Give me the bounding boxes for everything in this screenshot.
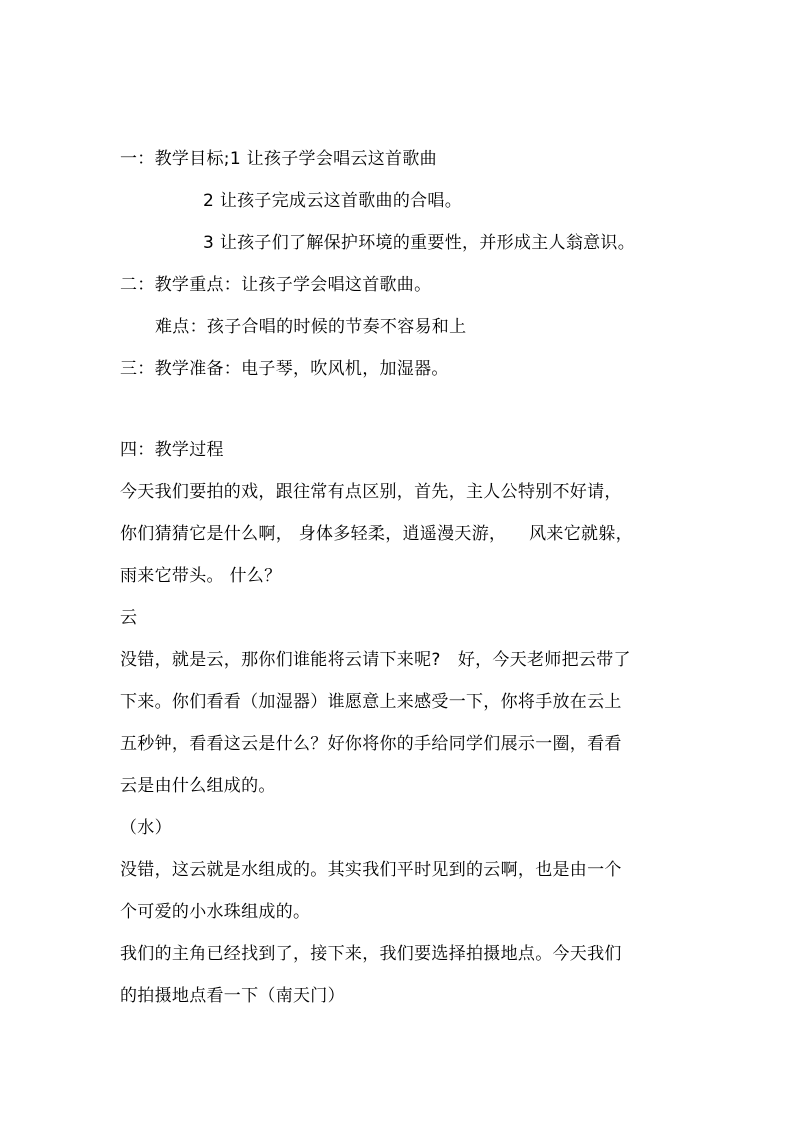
paragraph-line: 雨来它带头。 什么？ [120, 566, 282, 586]
paragraph-line: 没错，这云就是水组成的。其实我们平时见到的云啊，也是由一个 [120, 860, 622, 880]
paragraph-line: 你们猜猜它是什么啊， 身体多轻柔，逍遥漫天游， 风来它就躲， [120, 524, 633, 544]
paragraph-line: 今天我们要拍的戏，跟往常有点区别，首先，主人公特别不好请， [120, 482, 622, 502]
objective-line-1: 一：教学目标;1 让孩子学会唱云这首歌曲 [120, 149, 437, 169]
paragraph-line: 云是由什么组成的。 [120, 776, 276, 796]
preparation-line: 三：教学准备：电子琴，吹风机，加湿器。 [120, 359, 449, 379]
paragraph-line: 五秒钟，看看这云是什么？好你将你的手给同学们展示一圈，看看 [120, 734, 622, 754]
difficulty-line: 难点：孩子合唱的时候的节奏不容易和上 [155, 317, 467, 337]
answer-line: 云 [120, 608, 138, 628]
answer-line: （水） [120, 818, 172, 838]
paragraph-line: 的拍摄地点看一下（南天门） [120, 986, 345, 1006]
paragraph-line: 我们的主角已经找到了，接下来，我们要选择拍摄地点。今天我们 [120, 944, 622, 964]
objective-line-3: 3 让孩子们了解保护环境的重要性，并形成主人翁意识。 [203, 233, 636, 253]
paragraph-line: 下来。你们看看（加湿器）谁愿意上来感受一下，你将手放在云上 [120, 692, 622, 712]
paragraph-line: 个可爱的小水珠组成的。 [120, 902, 311, 922]
objective-line-2: 2 让孩子完成云这首歌曲的合唱。 [203, 191, 463, 211]
key-point-line: 二：教学重点：让孩子学会唱这首歌曲。 [120, 275, 432, 295]
paragraph-line: 没错，就是云，那你们谁能将云请下来呢? 好，今天老师把云带了 [120, 650, 631, 670]
process-heading: 四：教学过程 [120, 440, 224, 460]
